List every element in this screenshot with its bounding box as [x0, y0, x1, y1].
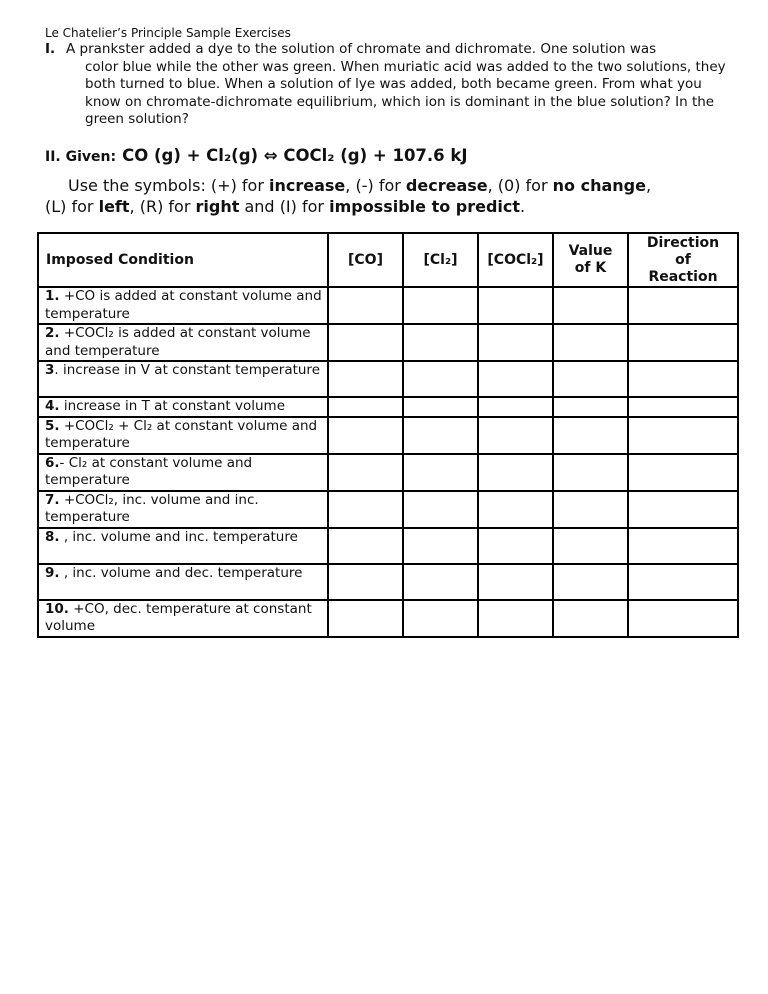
for-text: for [525, 176, 548, 195]
header-co: [CO] [328, 233, 403, 287]
impossible-word: impossible to predict [329, 197, 521, 216]
condition-text: , inc. volume and dec. temperature [59, 564, 303, 581]
k-answer-cell[interactable] [553, 528, 628, 564]
condition-cell [38, 397, 328, 417]
cl2-answer-cell[interactable] [403, 287, 478, 324]
row-number: 10. [45, 600, 69, 617]
direction-answer-cell[interactable] [628, 600, 738, 637]
table-row [38, 361, 738, 397]
table-row [38, 324, 738, 361]
header-k-line-1: Value [568, 243, 613, 259]
row-number: 7. [45, 491, 60, 508]
reaction-equation: CO (g) + Cl₂(g) ⇔ COCl₂ (g) + 107.6 kJ [122, 146, 468, 165]
condition-cell [38, 564, 328, 600]
co-answer-cell[interactable] [328, 454, 403, 491]
direction-answer-cell[interactable] [628, 491, 738, 528]
row-number: 2. [45, 325, 60, 341]
l-symbol: (L) [45, 197, 67, 216]
co-answer-cell[interactable] [328, 417, 403, 454]
right-word: right [195, 197, 240, 216]
co-answer-cell[interactable] [328, 528, 403, 564]
i-symbol: (I) [279, 197, 297, 216]
for-text: for [241, 176, 264, 195]
cl2-answer-cell[interactable] [403, 324, 478, 361]
question-1-continuation: color blue while the other was green. When muriatic acid was added to the two solutions, they both turned to blue. When a solution of lye was added, both became green. From what you know on chromate-dichromate equilibrium, which ion is dominant in the blue solution? In the green solution? [85, 58, 726, 128]
cocl2-answer-cell[interactable] [478, 491, 553, 528]
table-row [38, 397, 738, 417]
cocl2-answer-cell[interactable] [478, 397, 553, 417]
condition-text: increase in T at constant volume [59, 398, 285, 414]
condition-cell [38, 287, 328, 324]
direction-answer-cell[interactable] [628, 397, 738, 417]
co-answer-cell[interactable] [328, 361, 403, 397]
header-value-of-k [553, 233, 628, 287]
r-symbol: (R) [139, 197, 164, 216]
zero-symbol: (0) [497, 176, 521, 195]
instructions-line-2: (L) for left, (R) for right and (I) for impossible to predict. [45, 197, 526, 216]
condition-text: +COCl₂ + Cl₂ at constant volume and temperature [45, 417, 318, 451]
left-word: left [98, 197, 130, 216]
co-answer-cell[interactable] [328, 564, 403, 600]
table-row [38, 528, 738, 564]
k-answer-cell[interactable] [553, 491, 628, 528]
conditions-table [37, 232, 739, 638]
and-text: and [244, 197, 275, 216]
decrease-word: decrease [405, 176, 488, 195]
row-number: 5. [45, 417, 60, 434]
no-change-word: no change [552, 176, 646, 195]
minus-symbol: (-) [355, 176, 374, 195]
k-answer-cell[interactable] [553, 564, 628, 600]
header-row [38, 233, 738, 287]
condition-cell [38, 600, 328, 637]
question-1-number: I. [45, 41, 56, 57]
header-imposed-condition: Imposed Condition [38, 233, 328, 287]
condition-text: +COCl₂, inc. volume and inc. temperature [45, 491, 259, 525]
condition-text: , inc. volume and inc. temperature [59, 528, 298, 545]
k-answer-cell[interactable] [553, 324, 628, 361]
table-row [38, 287, 738, 324]
co-answer-cell[interactable] [328, 287, 403, 324]
condition-cell [38, 491, 328, 528]
k-answer-cell[interactable] [553, 361, 628, 397]
co-answer-cell[interactable] [328, 324, 403, 361]
direction-answer-cell[interactable] [628, 564, 738, 600]
row-number: 1. [45, 288, 60, 304]
cocl2-answer-cell[interactable] [478, 600, 553, 637]
plus-symbol: (+) [210, 176, 237, 195]
co-answer-cell[interactable] [328, 491, 403, 528]
condition-cell [38, 324, 328, 361]
table-row [38, 454, 738, 491]
header-direction-line-3: Reaction [648, 268, 718, 285]
condition-text: . increase in V at constant temperature [54, 362, 320, 378]
condition-text: +COCl₂ is added at constant volume and temperature [45, 325, 311, 359]
table-row [38, 491, 738, 528]
for-text: for [301, 197, 324, 216]
question-1-first-line: A prankster added a dye to the solution of chromate and dichromate. One solution was [66, 41, 657, 57]
cl2-answer-cell[interactable] [403, 361, 478, 397]
cocl2-answer-cell[interactable] [478, 361, 553, 397]
k-answer-cell[interactable] [553, 600, 628, 637]
k-answer-cell[interactable] [553, 454, 628, 491]
row-number: 4. [45, 398, 60, 414]
condition-cell [38, 454, 328, 491]
co-answer-cell[interactable] [328, 397, 403, 417]
header-cocl2: [COCl₂] [478, 233, 553, 287]
cl2-answer-cell[interactable] [403, 528, 478, 564]
cl2-answer-cell[interactable] [403, 397, 478, 417]
row-number: 3 [45, 362, 55, 378]
row-number: 8. [45, 528, 60, 545]
cl2-answer-cell[interactable] [403, 600, 478, 637]
cl2-answer-cell[interactable] [403, 564, 478, 600]
condition-text: - Cl₂ at constant volume and temperature [45, 454, 253, 488]
question-2-given [45, 146, 468, 165]
direction-answer-cell[interactable] [628, 528, 738, 564]
header-direction-line-2: of [675, 251, 691, 268]
cocl2-answer-cell[interactable] [478, 287, 553, 324]
cocl2-answer-cell[interactable] [478, 564, 553, 600]
cl2-answer-cell[interactable] [403, 417, 478, 454]
cocl2-answer-cell[interactable] [478, 324, 553, 361]
use-symbols-text: Use the symbols: [68, 176, 206, 195]
table-row [38, 564, 738, 600]
given-label: II. Given: [45, 149, 117, 165]
direction-answer-cell[interactable] [628, 454, 738, 491]
row-number: 6. [45, 454, 60, 471]
for-text: for [168, 197, 191, 216]
condition-text: +CO is added at constant volume and temperature [45, 288, 322, 322]
condition-text: +CO, dec. temperature at constant volume [45, 600, 312, 634]
header-k-line-2: of K [574, 260, 607, 276]
condition-cell [38, 361, 328, 397]
row-number: 9. [45, 564, 60, 581]
k-answer-cell[interactable] [553, 397, 628, 417]
direction-answer-cell[interactable] [628, 287, 738, 324]
symbol-instructions [45, 175, 735, 217]
for-text: for [71, 197, 94, 216]
table-row [38, 417, 738, 454]
header-direction-line-1: Direction [646, 234, 720, 251]
cocl2-answer-cell[interactable] [478, 454, 553, 491]
header-direction [628, 233, 738, 287]
k-answer-cell[interactable] [553, 287, 628, 324]
increase-word: increase [269, 176, 346, 195]
table-row [38, 600, 738, 637]
header-cl2: [Cl₂] [403, 233, 478, 287]
cl2-answer-cell[interactable] [403, 454, 478, 491]
condition-cell [38, 417, 328, 454]
condition-cell [38, 528, 328, 564]
cl2-answer-cell[interactable] [403, 491, 478, 528]
direction-answer-cell[interactable] [628, 324, 738, 361]
cocl2-answer-cell[interactable] [478, 528, 553, 564]
cocl2-answer-cell[interactable] [478, 417, 553, 454]
direction-answer-cell[interactable] [628, 417, 738, 454]
instructions-line-1: Use the symbols: (+) for increase, (-) for decrease, (0) for no change, [68, 176, 652, 195]
document-title: Le Chatelier’s Principle Sample Exercises [45, 26, 291, 40]
for-text: for [378, 176, 401, 195]
co-answer-cell[interactable] [328, 600, 403, 637]
k-answer-cell[interactable] [553, 417, 628, 454]
direction-answer-cell[interactable] [628, 361, 738, 397]
